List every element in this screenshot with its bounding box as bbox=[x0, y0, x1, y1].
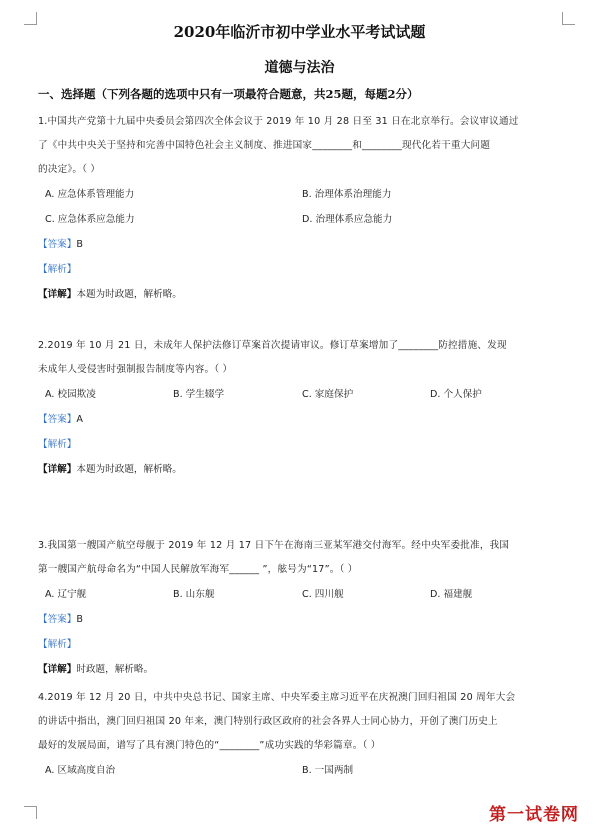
question-text-line: 第一艘国产航母命名为“中国人民解放军海军______ ”，舷号为“17”。（ ） bbox=[38, 564, 358, 575]
option-b: B. 山东舰 bbox=[173, 589, 215, 600]
question-text-line: 未成年人受侵害时强制报告制度等内容。（ ） bbox=[38, 364, 233, 375]
option-d: D. 治理体系应急能力 bbox=[302, 214, 393, 225]
answer-line bbox=[38, 236, 83, 250]
question-text-line: 1.中国共产党第十九届中央委员会第四次全体会议于 2019 年 10 月 28 日至 31 日在北京举行。会议审议通过 bbox=[38, 116, 519, 127]
option-a: A. 区域高度自治 bbox=[45, 765, 116, 776]
option-c: C. 家庭保护 bbox=[302, 389, 354, 400]
detail-text: 本题为时政题，解析略。 bbox=[76, 464, 182, 475]
exam-title: 2020年临沂市初中学业水平考试试题 bbox=[173, 23, 426, 41]
question-text-line: 4.2019 年 12 月 20 日，中共中央总书记、国家主席、中央军委主席习近平在庆祝澳门回归祖国 20 周年大会 bbox=[38, 692, 516, 703]
analysis-label: 【解析】 bbox=[38, 639, 77, 650]
answer-label: 【答案】 bbox=[38, 614, 77, 625]
option-c: C. 应急体系应急能力 bbox=[45, 214, 135, 225]
option-b: B. 治理体系治理能力 bbox=[302, 189, 392, 200]
detail-label: 【详解】 bbox=[38, 289, 77, 300]
corner-mark-bottom-left bbox=[24, 806, 37, 819]
option-c: C. 四川舰 bbox=[302, 589, 344, 600]
answer-value: A bbox=[76, 414, 83, 425]
answer-line bbox=[38, 411, 83, 425]
answer-value: B bbox=[76, 614, 83, 625]
detail-label: 【详解】 bbox=[38, 664, 77, 675]
question-text-line: 的讲话中指出，澳门回归祖国 20 年来，澳门特别行政区政府的社会各界人士同心协力，开创了澳门历史上 bbox=[38, 716, 498, 727]
section-heading: 一、选择题（下列各题的选项中只有一项最符合题意，共25题，每题2分） bbox=[38, 87, 419, 101]
detail-line bbox=[38, 461, 182, 475]
watermark-logo: 第一试卷网 bbox=[489, 805, 579, 825]
option-b: B. 学生辍学 bbox=[173, 389, 225, 400]
option-a: A. 应急体系管理能力 bbox=[45, 189, 135, 200]
analysis-line bbox=[38, 636, 76, 650]
answer-line bbox=[38, 611, 83, 625]
analysis-line bbox=[38, 436, 76, 450]
question-text-line: 2.2019 年 10 月 21 日，未成年人保护法修订草案首次提请审议。修订草案增加了________防控措施、发现 bbox=[38, 340, 507, 351]
detail-line bbox=[38, 661, 153, 675]
answer-label: 【答案】 bbox=[38, 414, 77, 425]
option-a: A. 校园欺凌 bbox=[45, 389, 96, 400]
answer-value: B bbox=[76, 239, 83, 250]
detail-line bbox=[38, 286, 182, 300]
question-text-line: 3.我国第一艘国产航空母舰于 2019 年 12 月 17 日下午在海南三亚某军港交付海军。经中央军委批准，我国 bbox=[38, 540, 510, 551]
analysis-line bbox=[38, 261, 76, 275]
analysis-label: 【解析】 bbox=[38, 439, 77, 450]
analysis-label: 【解析】 bbox=[38, 264, 77, 275]
subject-title: 道德与法治 bbox=[264, 60, 335, 76]
detail-text: 本题为时政题，解析略。 bbox=[76, 289, 182, 300]
option-d: D. 个人保护 bbox=[430, 389, 482, 400]
option-b: B. 一国两制 bbox=[302, 765, 354, 776]
detail-text: 时政题，解析略。 bbox=[76, 664, 154, 675]
question-text-line: 最好的发展局面，谱写了具有澳门特色的“________”成功实践的华彩篇章。（ ） bbox=[38, 740, 381, 751]
detail-label: 【详解】 bbox=[38, 464, 77, 475]
answer-label: 【答案】 bbox=[38, 239, 77, 250]
option-a: A. 辽宁舰 bbox=[45, 589, 87, 600]
question-text-line: 的决定》。（ ） bbox=[38, 164, 101, 175]
question-text-line: 了《中共中央关于坚持和完善中国特色社会主义制度、推进国家________和________现代化若干重大问题 bbox=[38, 140, 491, 151]
option-d: D. 福建舰 bbox=[430, 589, 473, 600]
